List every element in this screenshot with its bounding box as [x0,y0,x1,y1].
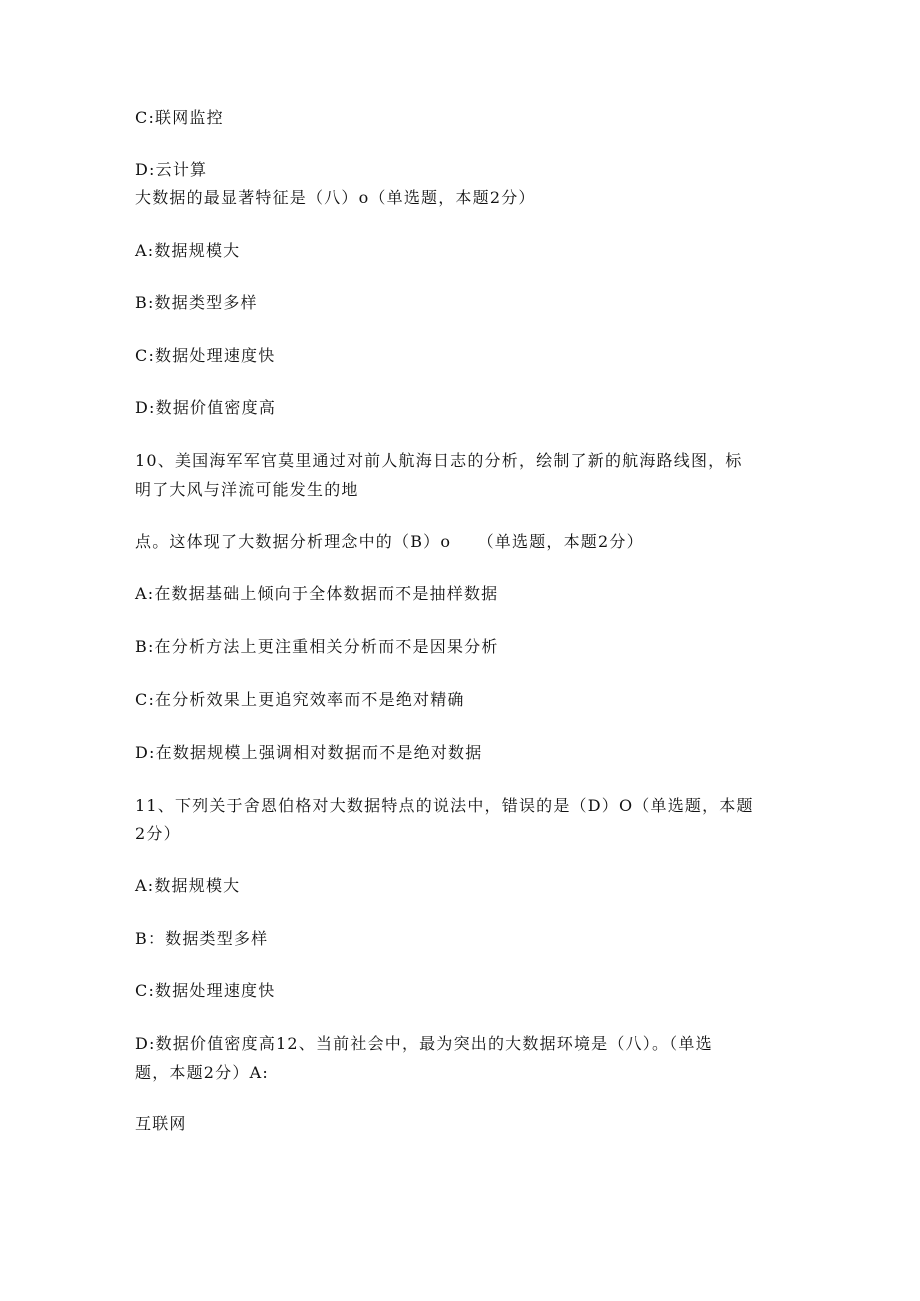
question-10-line-3: 点。这体现了大数据分析理念中的（B）o （单选题，本题2分） [135,532,644,551]
question-10-line-2: 明了大风与洋流可能发生的地 [135,480,359,499]
option-a: A:数据规模大 [135,876,241,895]
option-d-cloud-computing: D:云计算 [135,160,208,179]
option-b: B：数据类型多样 [135,929,269,948]
option-c: C:数据处理速度快 [135,981,276,1000]
option-c: C:数据处理速度快 [135,346,276,365]
option-c-iot-monitoring: C:联网监控 [135,108,224,127]
question-12-line-2: 题，本题2分）A: [135,1063,269,1082]
question-11-line-2: 2分） [135,824,181,843]
option-d: D:在数据规模上强调相对数据而不是绝对数据 [135,743,483,762]
option-d-question-12-line-1: D:数据价值密度高12、当前社会中，最为突出的大数据环境是（八）。（单选 [135,1034,713,1053]
option-a: A:数据规模大 [135,241,241,260]
question-big-data-feature: 大数据的最显著特征是（八）o（单选题，本题2分） [135,188,536,207]
option-b: B:在分析方法上更注重相关分析而不是因果分析 [135,637,499,656]
option-c: C:在分析效果上更追究效率而不是绝对精确 [135,690,465,709]
option-b: B:数据类型多样 [135,293,258,312]
question-11-line-1: 11、下列关于舍恩伯格对大数据特点的说法中，错误的是（D）O（单选题，本题 [135,796,754,815]
option-a: A:在数据基础上倾向于全体数据而不是抽样数据 [135,584,499,603]
question-10-line-1: 10、美国海军军官莫里通过对前人航海日志的分析，绘制了新的航海路线图，标 [135,451,743,470]
option-d: D:数据价值密度高 [135,398,277,417]
option-text-internet: 互联网 [135,1114,187,1133]
